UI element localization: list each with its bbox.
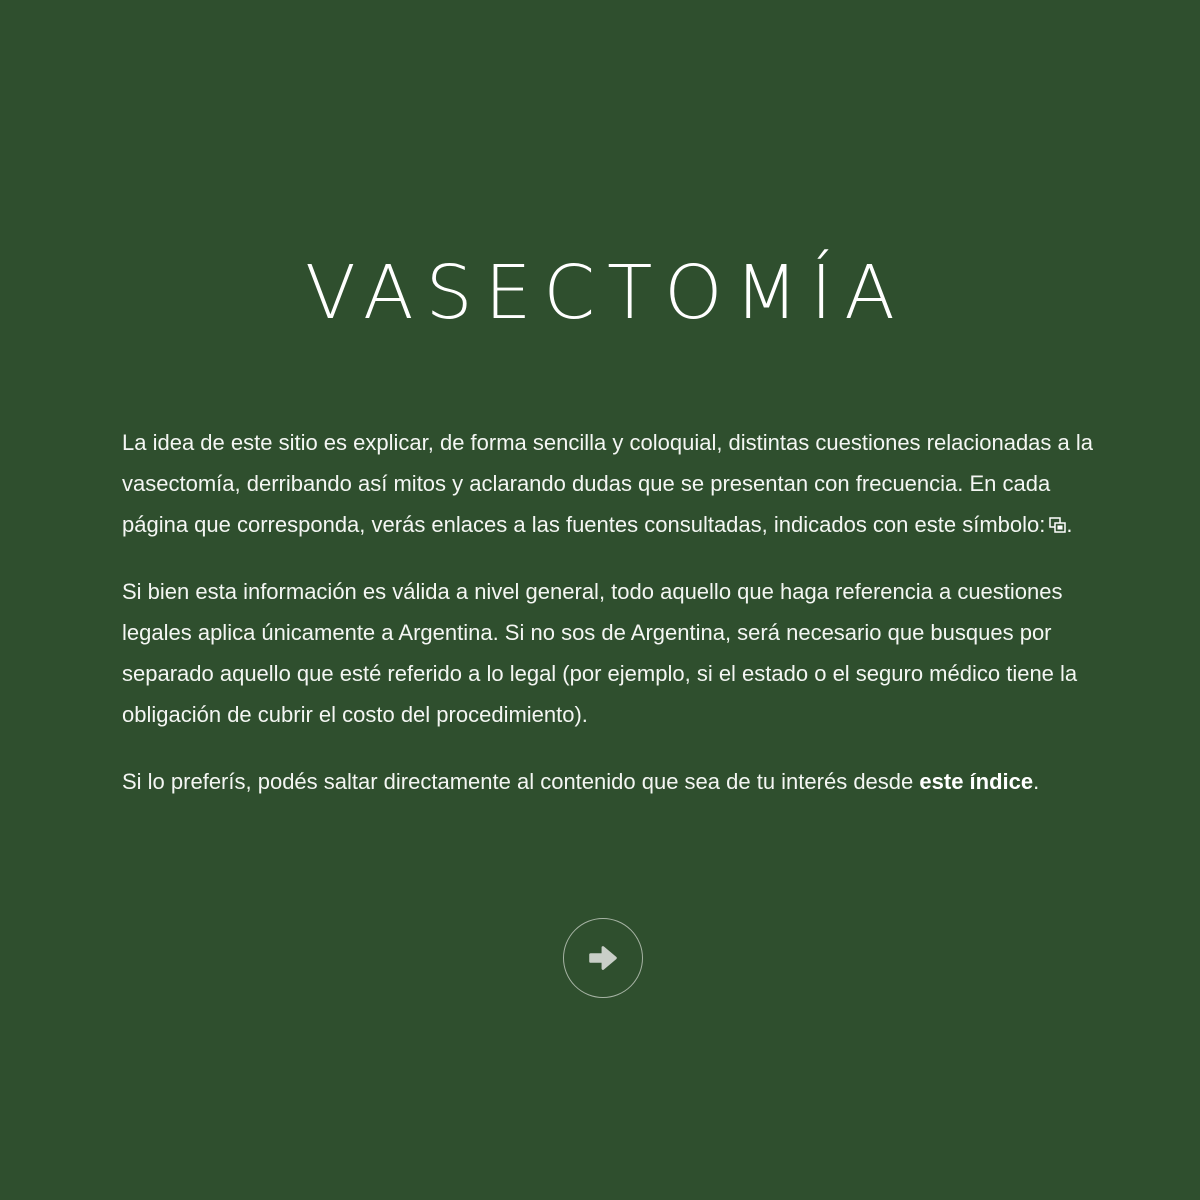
- intro-paragraph-3-end: .: [1033, 769, 1040, 794]
- intro-paragraph-2: Si bien esta información es válida a nivel general, todo aquello que haga referencia a cuestiones legales aplica únicamente a Argentina. Si no sos de Argentina, será necesario que busques por separado aquello que esté referido a lo legal (por ejemplo, si el estado o el seguro médico tiene la obligación de cubrir el costo del procedimiento).: [122, 579, 1078, 727]
- next-button[interactable]: [563, 918, 643, 998]
- external-link-icon: [1049, 517, 1066, 533]
- intro-paragraph-1-text: La idea de este sitio es explicar, de forma sencilla y coloquial, distintas cuestiones relacionadas a la vasectomía, derribando así mitos y aclarando dudas que se presentan con frecuencia. En cada página que corresponda, verás enlaces a las fuentes consultadas, indicados con este símbolo:: [122, 430, 1093, 537]
- intro-paragraph-3-text: Si lo preferís, podés saltar directamente al contenido que sea de tu interés desde: [122, 769, 914, 794]
- index-link[interactable]: este índice: [919, 769, 1034, 794]
- intro-paragraph-3: [122, 761, 1097, 802]
- intro-paragraph-1: [122, 422, 1097, 545]
- intro-content: [122, 422, 1097, 828]
- intro-paragraph-1-end: .: [1066, 512, 1073, 537]
- page-title: VASECTOMÍA: [305, 250, 907, 336]
- arrow-right-icon: [584, 939, 622, 977]
